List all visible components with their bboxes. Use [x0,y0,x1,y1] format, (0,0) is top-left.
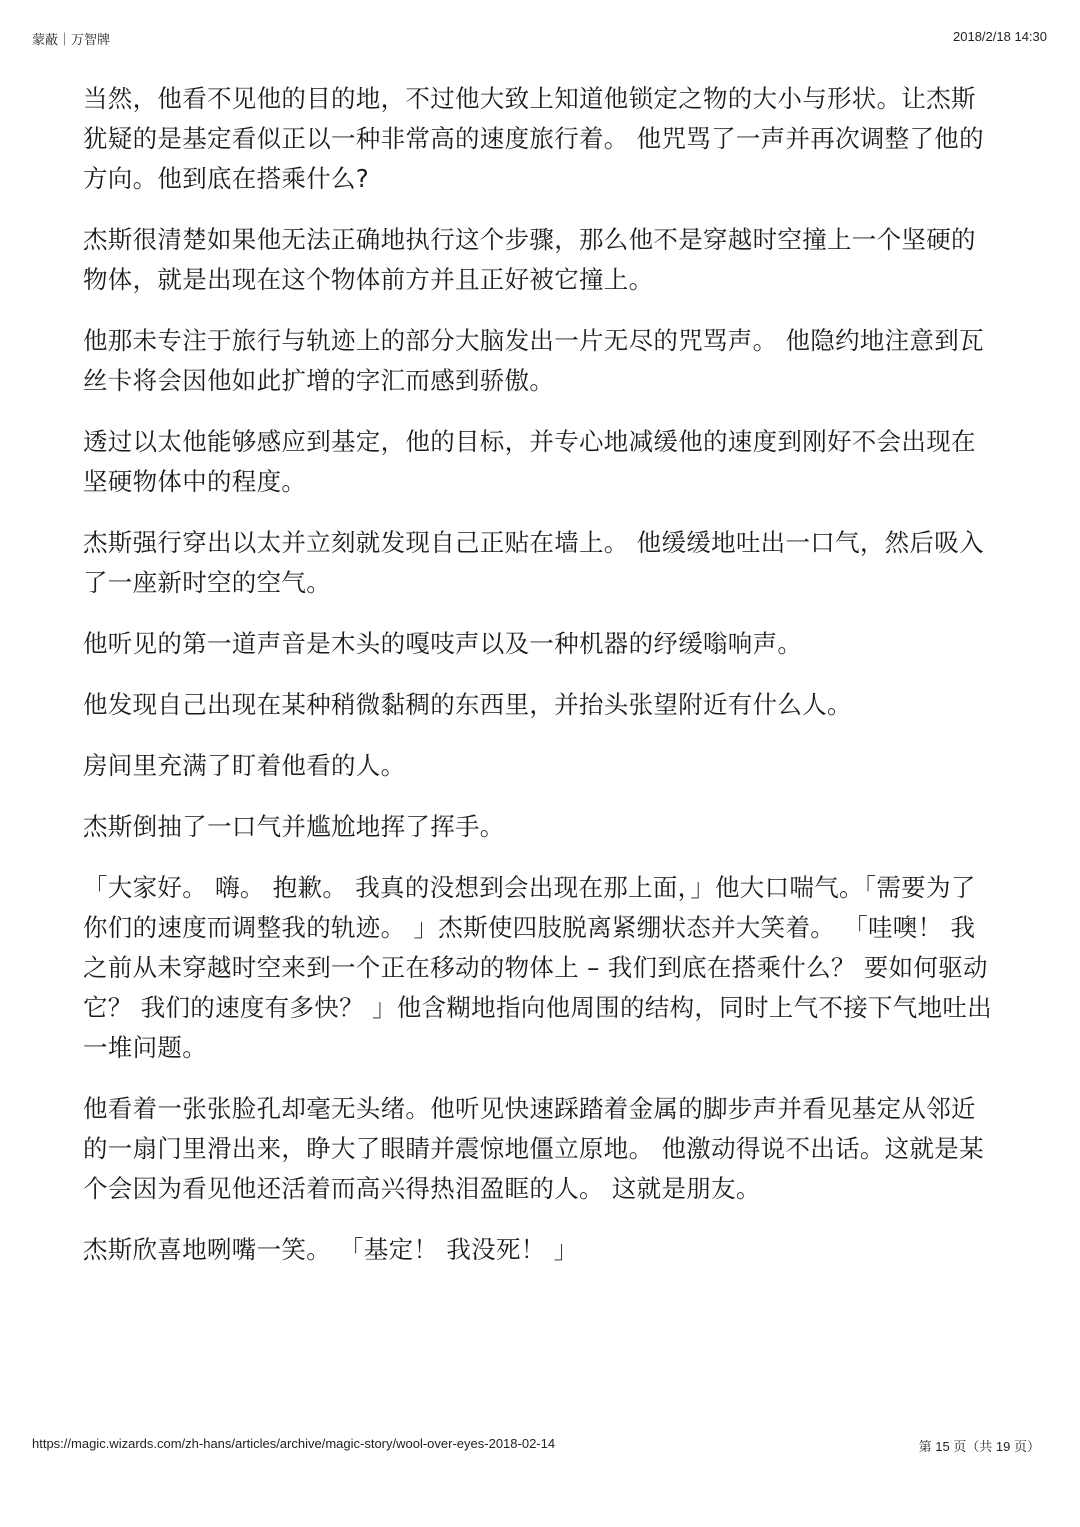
article-body [83,79,999,1291]
paragraph: 杰斯很清楚如果他无法正确地执行这个步骤，那么他不是穿越时空撞上一个坚硬的物体，就是出现在这个物体前方并且正好被它撞上。 [83,225,976,294]
paragraph: 杰斯强行穿出以太并立刻就发现自己正贴在墙上。 他缓缓地吐出一口气，然后吸入了一座新时空的空气。 [83,528,984,597]
paragraph: 透过以太他能够感应到基定，他的目标，并专心地减缓他的速度到刚好不会出现在坚硬物体中的程度。 [83,427,976,496]
paragraph: 他那未专注于旅行与轨迹上的部分大脑发出一片无尽的咒骂声。 他隐约地注意到瓦丝卡将会因他如此扩增的字汇而感到骄傲。 [83,326,984,395]
paragraph: 杰斯欣喜地咧嘴一笑。 「基定！ 我没死！ 」 [83,1235,579,1264]
paragraph: 杰斯倒抽了一口气并尴尬地挥了挥手。 [83,812,505,841]
page-url[interactable]: https://magic.wizards.com/zh-hans/articles/archive/magic-story/wool-over-eyes-2018-02-14 [32,1436,556,1451]
paragraph: 他发现自己出现在某种稍微黏稠的东西里，并抬头张望附近有什么人。 [83,690,852,719]
paragraph: 他听见的第一道声音是木头的嘎吱声以及一种机器的纾缓嗡响声。 [83,629,803,658]
site-title: 蒙蔽｜万智牌 [32,32,111,47]
page-number: 第 15 页（共 19 页） [918,1439,1040,1454]
paragraph: 房间里充满了盯着他看的人。 [83,751,406,780]
print-datetime: 2018/2/18 14:30 [953,29,1047,44]
paragraph: 「大家好。 嗨。 抱歉。 我真的没想到会出现在那上面，」他大口喘气。「需要为了你们的速度而调整我的轨迹。 」杰斯使四肢脱离紧绷状态并大笑着。 「哇噢！ 我之前从未穿越时空来到一个正在移动的物体上 – 我们到底在搭乘什么？ 要如何驱动它？ 我们的速度有多快？ 」他含糊地指向他周围的结构，同时上气不接下气地吐出一堆问题。 [83,873,992,1062]
paragraph: 他看着一张张脸孔却毫无头绪。他听见快速踩踏着金属的脚步声并看见基定从邻近的一扇门里滑出来，睁大了眼睛并震惊地僵立原地。 他激动得说不出话。这就是某个会因为看见他还活着而高兴得热泪盈眶的人。 这就是朋友。 [83,1094,984,1203]
paragraph: 当然，他看不见他的目的地，不过他大致上知道他锁定之物的大小与形状。让杰斯犹疑的是基定看似正以一种非常高的速度旅行着。 他咒骂了一声并再次调整了他的方向。他到底在搭乘什么? [83,84,984,193]
